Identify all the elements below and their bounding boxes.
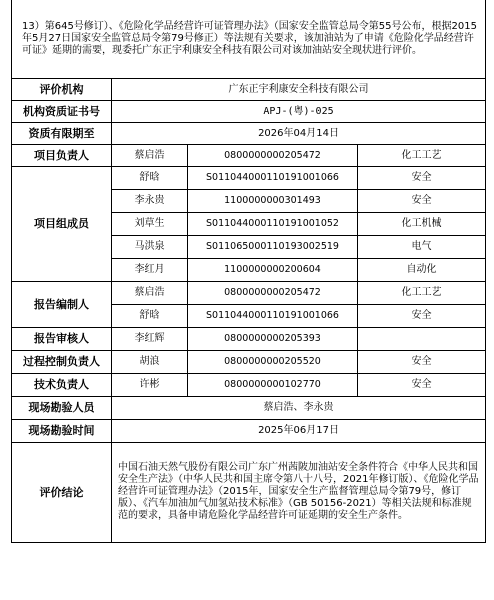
author-id: S011044000110191001066 — [188, 304, 358, 327]
tech-lead-name: 许彬 — [112, 373, 188, 396]
member-specialty: 电气 — [358, 235, 486, 258]
member-specialty: 安全 — [358, 189, 486, 212]
member-id: 1100000000301493 — [188, 189, 358, 212]
survey-time-value: 2025年06月17日 — [112, 419, 486, 442]
tech-lead-label: 技术负责人 — [12, 373, 112, 396]
process-control-name: 胡浪 — [112, 350, 188, 373]
leader-name: 蔡启浩 — [112, 144, 188, 166]
member-id: S011065000110193002519 — [188, 235, 358, 258]
member-specialty: 化工机械 — [358, 212, 486, 235]
process-control-id: 0800000000205520 — [188, 350, 358, 373]
process-control-label: 过程控制负责人 — [12, 350, 112, 373]
member-name: 马洪泉 — [112, 235, 188, 258]
members-label: 项目组成员 — [12, 166, 112, 281]
process-control-specialty: 安全 — [358, 350, 486, 373]
member-name: 舒晗 — [112, 166, 188, 189]
author-specialty: 安全 — [358, 304, 486, 327]
evaluation-info-table — [11, 0, 486, 543]
member-id: 1100000000200604 — [188, 258, 358, 281]
author-id: 0800000000205472 — [188, 281, 358, 304]
survey-time-label: 现场勘验时间 — [12, 419, 112, 442]
conclusion-label: 评价结论 — [12, 442, 112, 542]
reviewer-specialty — [358, 327, 486, 350]
tech-lead-specialty: 安全 — [358, 373, 486, 396]
leader-id: 0800000000205472 — [188, 144, 358, 166]
survey-people-value: 蔡启浩、李永贵 — [112, 396, 486, 419]
org-value: 广东正宇利康安全科技有限公司 — [112, 78, 486, 100]
validity-value: 2026年04月14日 — [112, 122, 486, 144]
member-name: 李红月 — [112, 258, 188, 281]
validity-label: 资质有限期至 — [12, 122, 112, 144]
reviewer-id: 0800000000205393 — [188, 327, 358, 350]
reviewer-label: 报告审核人 — [12, 327, 112, 350]
cert-value: APJ-(粤)-025 — [112, 100, 486, 122]
survey-people-label: 现场勘验人员 — [12, 396, 112, 419]
member-name: 李永贵 — [112, 189, 188, 212]
author-name: 舒晗 — [112, 304, 188, 327]
leader-specialty: 化工工艺 — [358, 144, 486, 166]
conclusion-text: 中国石油天然气股份有限公司广东广州茜陂加油站安全条件符合《中华人民共和国安全生产法》（中华人民共和国主席令第八十八号，2021年修订版）、《危险化学品经营许可证管理办法》（2015年，国家安全生产监督管理总局令第79号，修订版）、《汽车加油加气加氢站技术标准》（GB 50156-2021）等相关法规和标准规范的要求，具备申请危险化学品经营许可证延期的安全生产条件。 — [112, 442, 486, 542]
member-specialty: 安全 — [358, 166, 486, 189]
intro-paragraph: 13）第645号修订）、《危险化学品经营许可证管理办法》（国家安全监管总局令第55号公布，根据2015年5月27日国家安全监管总局令第79号修正）等法规有关要求，该加油站为了申请《危险化学品经营许可证》延期的需要，现委托广东正宇利康安全科技有限公司对该加油站安全现状进行评价。 — [12, 0, 486, 78]
member-id: S011044000110191001052 — [188, 212, 358, 235]
author-name: 蔡启浩 — [112, 281, 188, 304]
report-author-label: 报告编制人 — [12, 281, 112, 327]
member-name: 刘草生 — [112, 212, 188, 235]
member-specialty: 自动化 — [358, 258, 486, 281]
tech-lead-id: 0800000000102770 — [188, 373, 358, 396]
reviewer-name: 李红辉 — [112, 327, 188, 350]
leader-label: 项目负责人 — [12, 144, 112, 166]
member-id: S011044000110191001066 — [188, 166, 358, 189]
author-specialty: 化工工艺 — [358, 281, 486, 304]
org-label: 评价机构 — [12, 78, 112, 100]
cert-label: 机构资质证书号 — [12, 100, 112, 122]
